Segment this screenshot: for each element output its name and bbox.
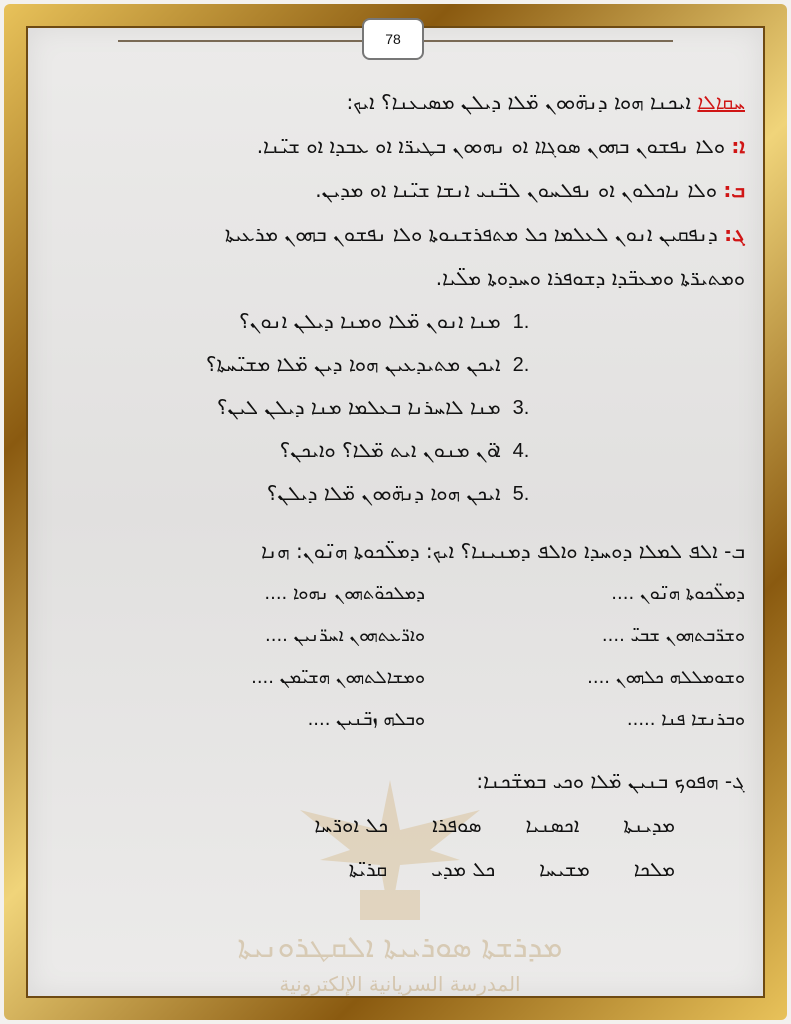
watermark-arabic: المدرسة السريانية الإلكترونية (279, 972, 521, 996)
exercise-row (40, 699, 745, 741)
rule-text: ܘܠܐ ܢܐܟܠܘܢ ܐܘ ܢܦܠܚܘܢ ܠܒ̈ܢܝ ܐܢܫܐ ܫܝ̈ܢܐ ܐܘ ܡܕܝܢ. (315, 178, 717, 202)
section-b-title (40, 529, 745, 573)
word: ܐܟܣܢܝܐ (525, 813, 580, 837)
header-question (40, 80, 745, 124)
rule-text: ܕܢܦܩܝܢ ܐܢܘܢ ܠܥܠܡܐ ܟܠ ܡܬܦܪܫܢܘܬܐ ܘܠܐ ܢܦܫܘܢ ܒܗܘܢ ܡܪܥܝܬܐ (224, 222, 718, 246)
word: ܩܪܝ̈ܬܐ (348, 857, 388, 881)
question-item (40, 300, 745, 343)
exercise-left: ܘܐܪ̈ܥܬܗܘܢ ܐܚܪ̈ܢܝܢ .... (265, 625, 425, 646)
rule-line (40, 256, 745, 300)
word: ܟܠ ܡܕܝ (431, 857, 496, 881)
exercise-left: ܘܒܠܗ ܙܒ̈ܢܝܢ .... (307, 709, 425, 730)
rule-text: ܘܡܬܝܪ̈ܬܐ ܘܡܥܒ̈ܕܐ ܕܫܘܦܪܐ ܘܚܕܘܬܐ ܡܠ̈ܝܐ. (435, 266, 745, 290)
section-b-label: ܒ- (724, 539, 745, 563)
rule-text: ܘܠܐ ܢܦܫܘܢ ܒܗܘܢ ܣܘܓܐܐ ܐܘ ܢܗܘܘܢ ܒܛܝܪ̈ܐ ܐܘ ܥܒܕܐ ܐܘ ܫܝ̈ܢܐ. (256, 134, 726, 158)
header-question-text: ܐܝܟܢܐ ܗܘܐ ܕܢܗ̈ܘܘܢ ܡ̈ܠܐ ܕܝܠܢ ܡܣܝܥܢܐ؟ ܐܝܟ: (346, 90, 692, 114)
rule-letter: ܐ: (731, 134, 745, 158)
word-row (40, 803, 745, 847)
section-c-label: ܓ- (724, 769, 745, 793)
question-text: ܡܢܐ ܐܢܘܢ ܡ̈ܠܐ ܘܡܢܐ ܕܝܠܢ ܐܢܘܢ؟ (238, 309, 501, 333)
exercise-row (40, 573, 745, 615)
exercise-left: ܘܡܫܐܠܬܗܘܢ ܗܫܝ̈ܡܢ .... (251, 667, 425, 688)
question-text: ܐܝܟܢ ܗܘܐ ܕܢܗ̈ܘܘܢ ܡ̈ܠܐ ܕܝܠܢ؟ (266, 481, 501, 505)
rule-line (40, 212, 745, 256)
question-number: 5. (512, 483, 530, 505)
word: ܟܠ ܐܘܪ̈ܚܐ (314, 813, 389, 837)
exercise-right: ܘܒܪܢܫܐ ܦܢܐ ..... (626, 709, 745, 730)
rule-letter: ܓ: (724, 222, 745, 246)
lesson-content (40, 80, 745, 891)
rule-letter: ܒ: (723, 178, 745, 202)
word: ܣܘܦܪܐ (432, 813, 482, 837)
exercise-right: ܘܫܘܡܠܠܗ ܟܠܗܘܢ .... (587, 667, 745, 688)
section-c-title (40, 759, 745, 803)
question-number: 3. (512, 397, 530, 419)
question-item (40, 343, 745, 386)
exercise-right: ܕܡܠ̈ܟܘܬܐ ܗܢ̈ܘܢ .... (611, 583, 745, 604)
question-item (40, 472, 745, 515)
word: ܡܠܟܐ (633, 857, 675, 881)
question-text: ܐܝܟܢ ܡܬܝܕܥܝܢ ܗܘܐ ܕܝܢ ܡ̈ܠܐ ܡܫܝ̈ܚܬܐ؟ (205, 352, 501, 376)
header-label: ܚܩܐܠܐ (697, 90, 745, 114)
page-number: 78 (362, 18, 424, 60)
word: ܡܫܝܚܐ (539, 857, 590, 881)
watermark-syriac: ܡܕܪܫܬܐ ܣܘܪܝܝܬܐ ܐܠܩܛܪܘܢܝܬܐ (237, 930, 563, 965)
rule-line (40, 124, 745, 168)
section-b-title-text: ܐܠܦ ܠܡܠܐ ܕܘܚܕܐ ܘܐܠܦ ܕܡܢܝܢܐ؟ ܐܝܟ: ܕܡܠ̈ܟܘܬܐ ܗܢ̈ܘܢ: ܗܢܐ (261, 539, 718, 563)
question-text: ܐܘ̈ܢ ܡܢܘܢ ܐܝܬ ܡ̈ܠܐ؟ ܘܐܝܟܢ؟ (279, 438, 501, 462)
question-item (40, 429, 745, 472)
exercise-left: ܕܡܠܟܘ̈ܬܗܘܢ ܢܗܘܐ .... (264, 583, 425, 604)
question-item (40, 386, 745, 429)
question-number: 4. (512, 440, 530, 462)
exercise-row (40, 615, 745, 657)
question-number: 1. (512, 311, 530, 333)
section-c-title-text: ܗܦܘܟ ܒܢܝܢ ܡ̈ܠܐ ܘܟܝ ܒܡܫ̈ܟܢܐ: (476, 769, 719, 793)
exercise-right: ܘܫܪ̈ܒܬܗܘܢ ܫܒܝ̈ .... (601, 625, 745, 646)
word: ܡܕܝܢܬܐ (623, 813, 675, 837)
question-number: 2. (512, 354, 530, 376)
word-row (40, 847, 745, 891)
exercise-row (40, 657, 745, 699)
rule-line (40, 168, 745, 212)
question-text: ܡܢܐ ܠܐܚܪܢܐ ܒܥܠܡܐ ܡܢܐ ܕܝܠܢ ܠܝܢ؟ (216, 395, 501, 419)
